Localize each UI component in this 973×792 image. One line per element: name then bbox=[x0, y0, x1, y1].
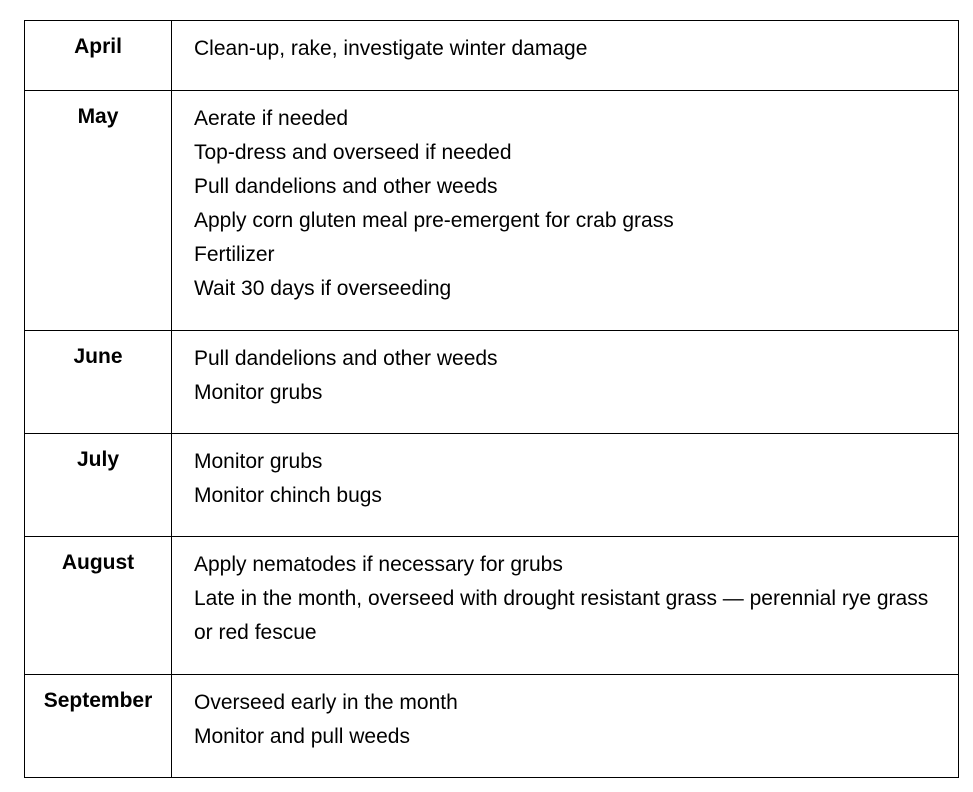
month-cell bbox=[25, 331, 172, 434]
month-cell bbox=[25, 91, 172, 331]
task-item: Monitor and pull weeds bbox=[194, 725, 410, 748]
month-cell bbox=[25, 537, 172, 675]
table-row-august bbox=[25, 537, 959, 675]
task-item: Monitor grubs bbox=[194, 381, 323, 404]
task-item: Overseed early in the month bbox=[194, 691, 458, 714]
task-item: Pull dandelions and other weeds bbox=[194, 347, 498, 370]
month-label: August bbox=[61, 551, 135, 574]
tasks-cell bbox=[172, 331, 959, 434]
month-label: May bbox=[77, 105, 119, 128]
month-cell bbox=[25, 434, 172, 537]
table-row-july bbox=[25, 434, 959, 537]
tasks-cell bbox=[172, 21, 959, 91]
task-item: Monitor grubs bbox=[194, 450, 323, 473]
task-item: Pull dandelions and other weeds bbox=[194, 175, 498, 198]
task-item: Clean-up, rake, investigate winter damage bbox=[194, 37, 588, 60]
lawn-care-schedule-table bbox=[24, 20, 959, 778]
task-item: Wait 30 days if overseeding bbox=[194, 277, 452, 300]
task-item: Apply nematodes if necessary for grubs bbox=[194, 553, 563, 576]
month-cell bbox=[25, 675, 172, 778]
tasks-cell bbox=[172, 434, 959, 537]
month-label: April bbox=[74, 35, 122, 58]
tasks-cell bbox=[172, 675, 959, 778]
task-item: Apply corn gluten meal pre-emergent for crab grass bbox=[194, 209, 674, 232]
table-row-june bbox=[25, 331, 959, 434]
tasks-cell bbox=[172, 91, 959, 331]
month-cell bbox=[25, 21, 172, 91]
task-item: Monitor chinch bugs bbox=[194, 484, 382, 507]
table-row-may bbox=[25, 91, 959, 331]
table-row-september bbox=[25, 675, 959, 778]
month-label: September bbox=[43, 689, 153, 712]
month-label: June bbox=[73, 345, 123, 368]
table-row-april bbox=[25, 21, 959, 91]
task-item: Fertilizer bbox=[194, 243, 275, 266]
month-label: July bbox=[76, 448, 120, 471]
task-item: Aerate if needed bbox=[194, 107, 349, 130]
task-item: Late in the month, overseed with drought resistant grass — perennial rye grass or red fescue bbox=[194, 587, 929, 644]
task-item: Top-dress and overseed if needed bbox=[194, 141, 512, 164]
tasks-cell bbox=[172, 537, 959, 675]
